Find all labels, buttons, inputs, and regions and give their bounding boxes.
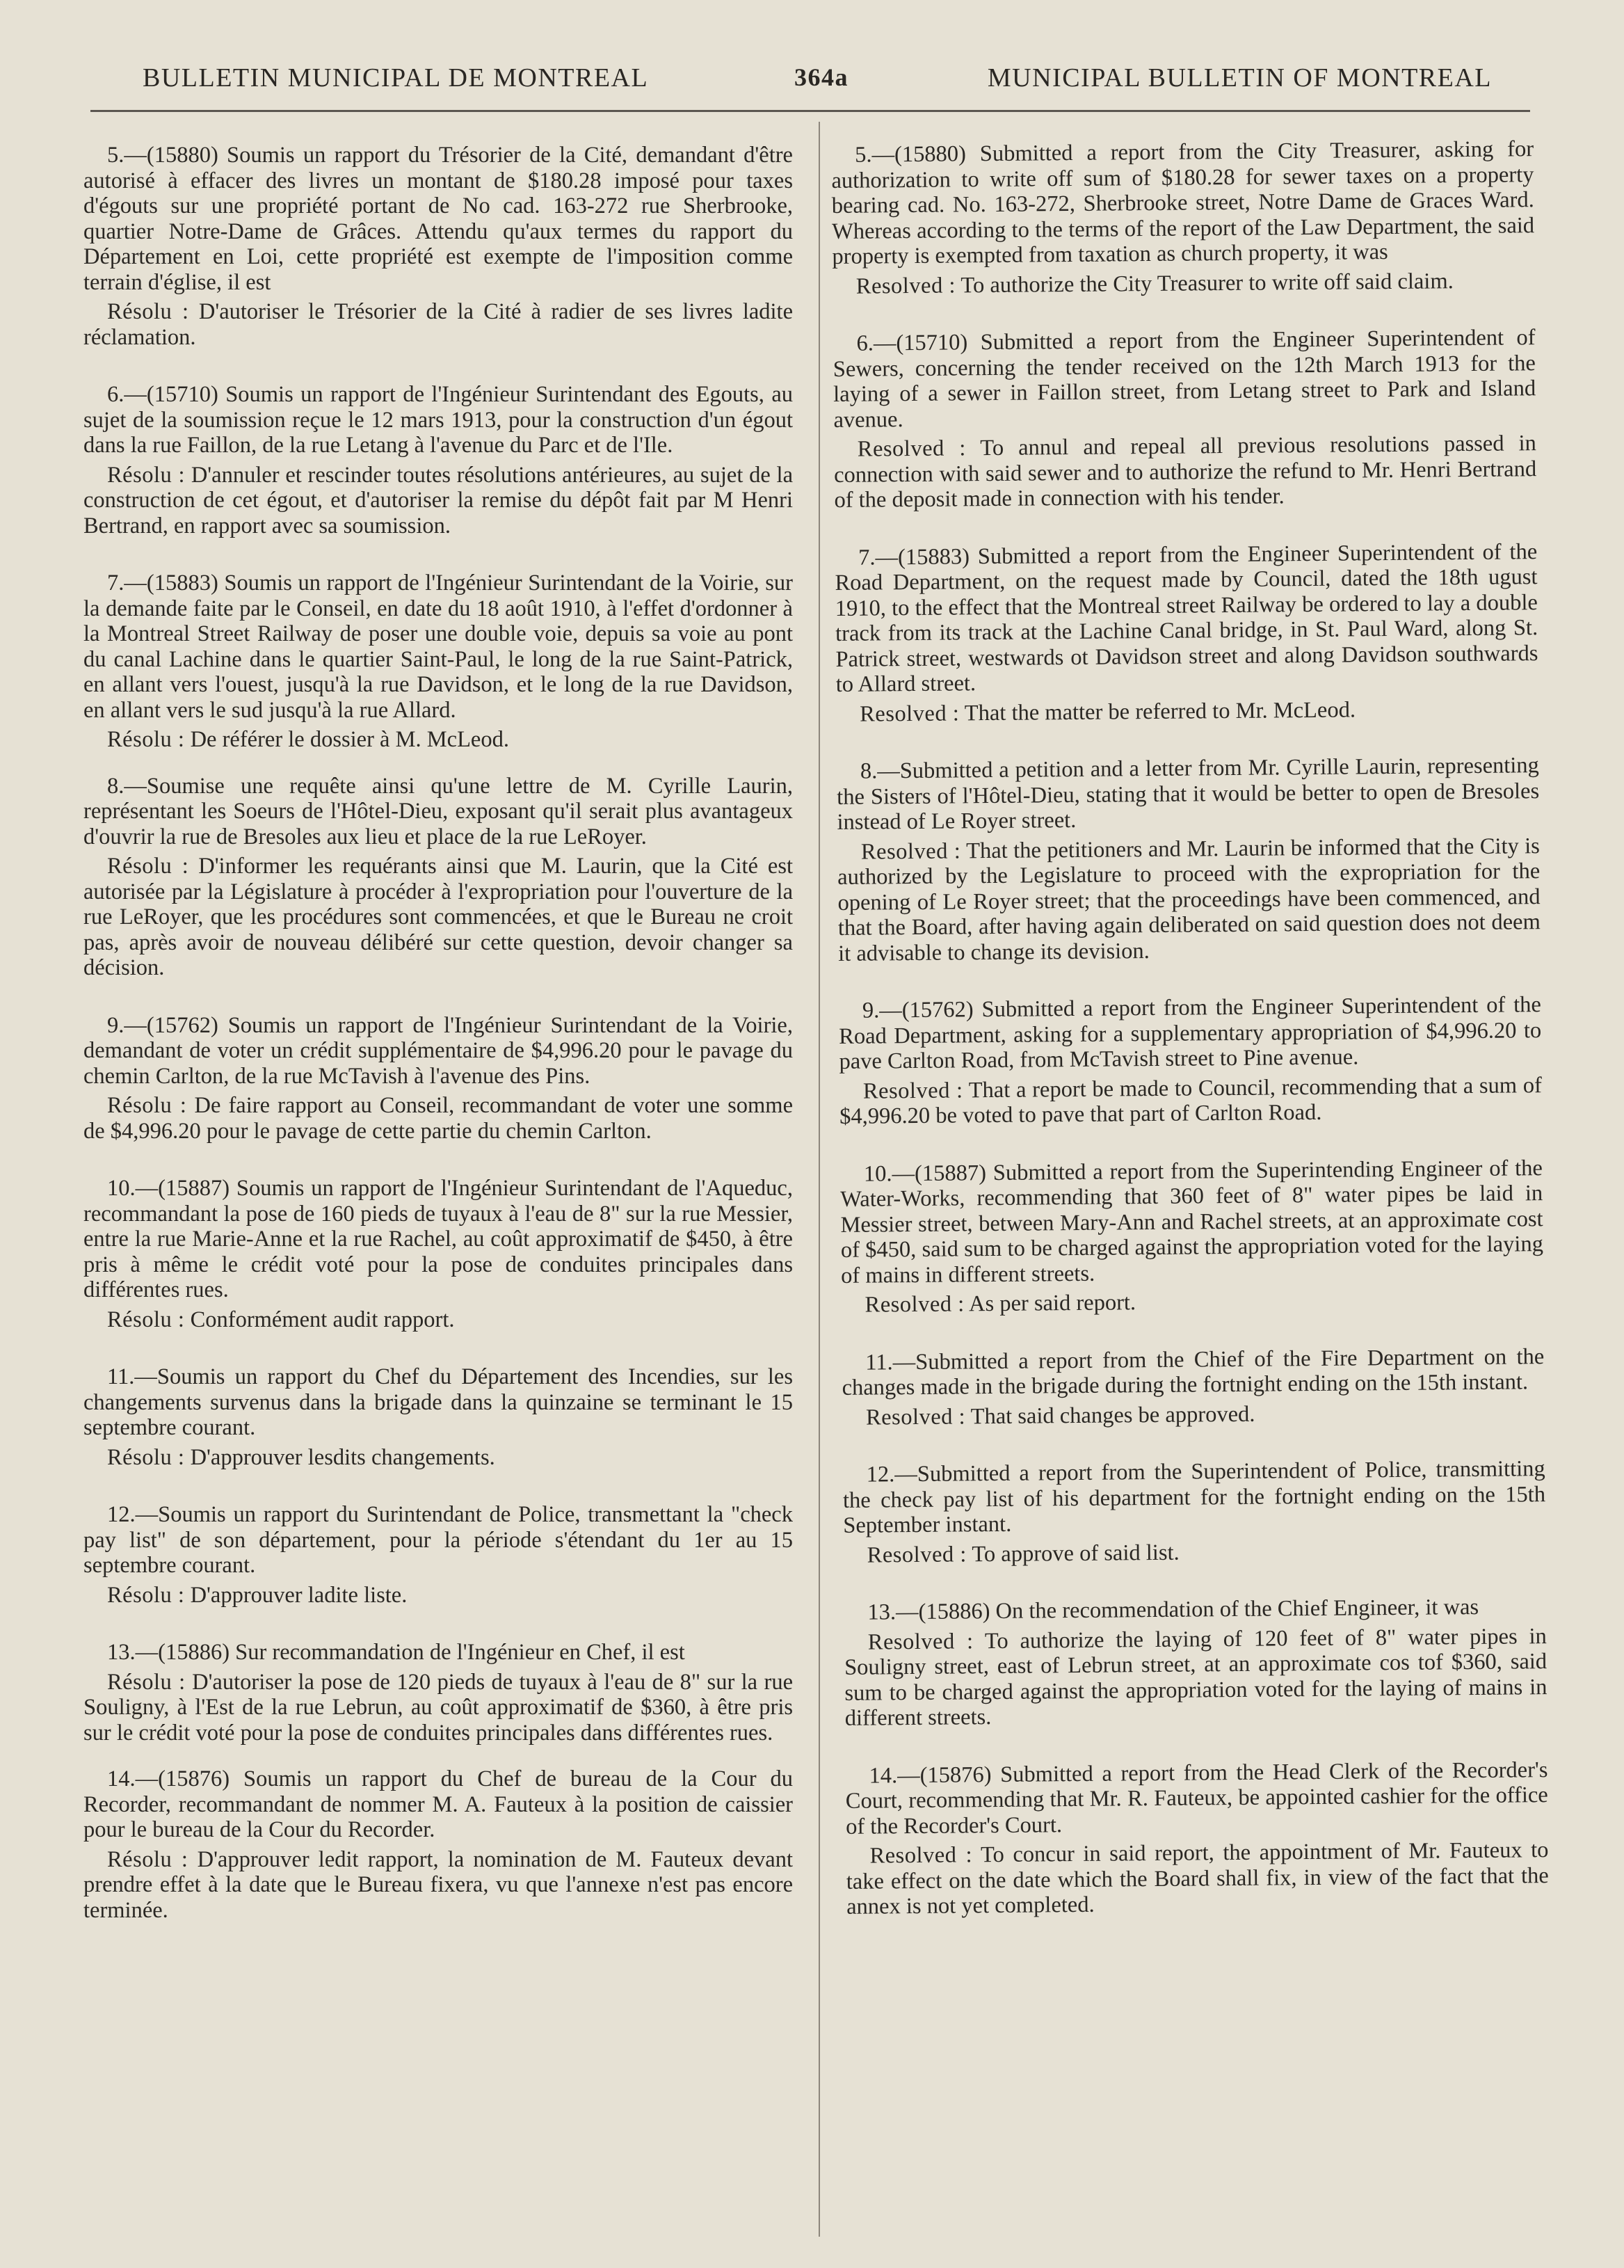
item-text: 12.—Soumis un rapport du Surintendant de Police, transmettant la "check pay list" de son département, pour la période s'étendant du 1er au 15 septembre courant. — [83, 1502, 793, 1578]
minute-item — [833, 325, 1536, 513]
minute-item — [83, 1013, 793, 1144]
resolution-label: Resolved : — [855, 272, 956, 299]
resolution — [83, 1445, 793, 1471]
resolution-text: That the petitioners and Mr. Laurin be informed that the City is authorized by the Legislature to proceed with the expropriation for the opening of Le Royer street; that the proceedings have been commenced, and that the Board, after having again deliberated on said question does not deem it advisable to change its devision. — [837, 833, 1541, 966]
resolution-label: Resolved : — [865, 1403, 966, 1430]
resolution-text: D'approuver ledit rapport, la nomination de M. Fauteux devant prendre effet à la date que le Bureau fixera, vu que l'annexe n'est pas encore terminée. — [83, 1846, 794, 1923]
resolution-text: D'informer les requérants ainsi que M. Laurin, que la Cité est autorisée par la Législature à procéder à l'expropriation pour l'ouverture de la rue LeRoyer, que les procédures sont commencées, et que le Bureau ne croit pas, après avoir de nouveau délibéré sur cette question, devoir changer sa décision. — [83, 854, 793, 980]
item-text: 5.—(15880) Soumis un rapport du Trésorier de la Cité, demandant d'être autorisé à effacer des livres un montant de $180.28 imposé pour taxes d'égouts sur une propriété portant de No cad. 163-272 rue Sherbrooke, quartier Notre-Dame de Grâces. Attendu qu'aux termes du rapport du Département en Loi, cette propriété est exempte de l'imposition comme terrain d'église, il est — [83, 143, 793, 295]
resolution-label: Résolu : — [107, 1307, 185, 1332]
header-title-english: MUNICIPAL BULLETIN OF MONTREAL — [987, 63, 1492, 93]
resolution-label: Resolved : — [865, 1291, 965, 1318]
resolution-label: Resolved : — [857, 436, 967, 462]
english-column — [831, 136, 1550, 1951]
item-text: 5.—(15880) Submitted a report from the City Treasurer, asking for authorization to write off sum of $180.28 for sewer taxes on a property bearing cad. No. 163-272, Sherbrooke street, Notre Dame de Graces Ward. Whereas according to the terms of the report of the Law Department, the said property is exempted from taxation as church property, it was — [831, 136, 1535, 269]
item-text: 6.—(15710) Soumis un rapport de l'Ingénieur Surintendant des Egouts, au sujet de la soumission reçue le 12 mars 1913, pour la construction d'un égout dans la rue Faillon, de la rue Letang à l'avenue du Parc et de l'Ile. — [83, 382, 793, 458]
resolution — [836, 696, 1538, 727]
minute-item — [843, 1456, 1546, 1568]
resolution-label: Résolu : — [107, 1093, 187, 1118]
minute-item — [842, 1344, 1545, 1430]
minute-item — [83, 1502, 793, 1608]
resolution — [83, 1093, 793, 1144]
resolution-text: That the matter be referred to Mr. McLeod. — [964, 696, 1356, 726]
resolution — [83, 1307, 793, 1333]
resolution-label: Resolved : — [860, 838, 961, 865]
minute-item — [840, 1156, 1544, 1318]
item-text: 11.—Soumis un rapport du Chef du Département des Incendies, sur les changements survenus dans la brigade dans la quinzaine se terminant le 15 septembre courant. — [83, 1364, 793, 1440]
minute-item — [835, 539, 1538, 727]
minute-item — [845, 1757, 1549, 1920]
resolution — [83, 1847, 793, 1924]
item-text: 6.—(15710) Submitted a report from the Engineer Superintendent of Sewers, concerning the tender received on the 12th March 1913 for the laying of a sewer in Faillon street, from Letang street to Park and Island avenue. — [833, 325, 1536, 433]
resolution — [83, 1583, 793, 1608]
resolution-text: To authorize the City Treasurer to write off said claim. — [960, 268, 1454, 298]
resolution-text: That said changes be approved. — [970, 1401, 1255, 1429]
item-text: 14.—(15876) Soumis un rapport du Chef de bureau de la Cour du Recorder, recommandant de nommer M. A. Fauteux à la position de caissier pour le bureau de la Cour du Recorder. — [83, 1766, 793, 1842]
item-text: 7.—(15883) Submitted a report from the Engineer Superintendent of the Road Department, on the request made by Council, dated the 18th ugust 1910, to the effect that the Montreal street Railway be ordered to lay a double track from its track at the Lachine Canal bridge, in St. Paul Ward, along St. Patrick street, westwards ot Davidson street and along Davidson southwards to Allard street. — [835, 538, 1538, 697]
resolution-label: Résolu : — [107, 854, 189, 879]
resolution-label: Résolu : — [107, 1444, 185, 1470]
resolution-text: Conformément audit rapport. — [190, 1307, 455, 1332]
resolution — [844, 1624, 1547, 1732]
resolution-label: Resolved : — [867, 1628, 974, 1655]
minute-item — [839, 992, 1543, 1129]
item-text: 14.—(15876) Submitted a report from the Head Clerk of the Recorder's Court, recommending that Mr. R. Fauteux, be appointed cashier for the office of the Recorder's Court. — [845, 1757, 1548, 1839]
resolution — [846, 1837, 1549, 1919]
header-rule — [90, 110, 1530, 112]
resolution-label: Résolu : — [107, 1846, 188, 1872]
resolution-text: That a report be made to Council, recommending that a sum of $4,996.20 be voted to pave that part of Carlton Road. — [839, 1072, 1543, 1129]
minute-item — [831, 136, 1535, 299]
resolution-label: Resolved : — [867, 1541, 967, 1568]
page-number: 364a — [794, 63, 849, 91]
running-head — [90, 63, 1523, 104]
resolution — [83, 854, 793, 981]
resolution-label: Resolved : — [869, 1842, 973, 1869]
item-text: 8.—Submitted a petition and a letter from Mr. Cyrille Laurin, representing the Sisters of l'Hôtel-Dieu, stating that it would be better to open de Bresoles instead of Le Royer street. — [837, 753, 1540, 835]
resolution-label: Resolved : — [860, 700, 960, 727]
resolution-label: Résolu : — [107, 1669, 186, 1695]
minute-item — [83, 1766, 793, 1923]
minute-item — [83, 774, 793, 981]
resolution — [834, 431, 1537, 513]
minute-item — [83, 1640, 793, 1746]
resolution-label: Resolved : — [862, 1077, 963, 1104]
resolution-text: To annul and repeal all previous resolutions passed in connection with said sewer and to authorize the refund to Mr. Henri Bertrand of the deposit made in connection with his tender. — [834, 431, 1537, 513]
resolution-text: As per said report. — [968, 1290, 1136, 1317]
resolution — [844, 1537, 1546, 1568]
resolution-text: D'autoriser le Trésorier de la Cité à radier de ses livres ladite réclamation. — [83, 299, 794, 350]
resolution — [83, 299, 793, 350]
item-text: 8.—Soumise une requête ainsi qu'une lettre de M. Cyrille Laurin, représentant les Soeurs de l'Hôtel-Dieu, exposant qu'il serait plus avantageux d'ouvrir la rue de Bresoles aux lieu et place de la rue LeRoyer. — [83, 773, 793, 849]
minute-item — [837, 753, 1541, 966]
resolution-text: To approve of said list. — [972, 1540, 1180, 1567]
resolution — [83, 727, 793, 753]
resolution-text: To authorize the laying of 120 feet of 8" water pipes in Souligny street, east of Lebrun street, at an approximate cos tof $360, said sum to be charged against the appropriation voted for the laying of mains in different streets. — [844, 1623, 1547, 1731]
resolution — [839, 1073, 1543, 1130]
resolution-label: Résolu : — [107, 1582, 185, 1608]
minute-item — [83, 1176, 793, 1332]
resolution — [833, 268, 1535, 299]
item-text: 9.—(15762) Soumis un rapport de l'Ingénieur Surintendant de la Voirie, demandant de voter un crédit supplémentaire de $4,996.20 pour le pavage du chemin Carlton, de la rue McTavish à l'avenue des Pins. — [83, 1012, 793, 1089]
resolution-text: De faire rapport au Conseil, recommandant de voter une somme de $4,996.20 pour le pavage de cette partie du chemin Carlton. — [83, 1093, 794, 1144]
resolution-label: Résolu : — [107, 299, 189, 324]
resolution-label: Résolu : — [107, 727, 185, 752]
item-text: 12.—Submitted a report from the Superintendent of Police, transmitting the check pay list of his department for the fortnight ending on the 15th September instant. — [842, 1456, 1546, 1538]
resolution-text: D'annuler et rescinder toutes résolutions antérieures, au sujet de la construction de cet égout, et d'autoriser la remise du dépôt fait par M Henri Bertrand, en rapport avec sa soumission. — [83, 462, 793, 538]
resolution-text: D'approuver ladite liste. — [190, 1582, 408, 1608]
item-text: 10.—(15887) Submitted a report from the Superintending Engineer of the Water-Works, recommending that 360 feet of 8" water pipes be laid in Messier street, between Mary-Ann and Rachel streets, at an approximate cost of $450, said sum to be charged against the appropriation voted for the laying of mains in different streets. — [840, 1155, 1544, 1288]
item-text: 7.—(15883) Soumis un rapport de l'Ingénieur Surintendant de la Voirie, sur la demande faite par le Conseil, en date du 18 août 1910, à l'effet d'ordonner à la Montreal Street Railway de poser une double voie, depuis sa voie au pont du canal Lachine dans le quartier Saint-Paul, le long de la rue Saint-Patrick, en allant vers l'ouest, jusqu'à la rue Davidson, et le long de la rue Davidson, en allant vers le sud jusqu'à la rue Allard. — [83, 570, 793, 723]
resolution-text: To concur in said report, the appointment of Mr. Fauteux to take effect on the date which the Board shall fix, in view of the fact that the annex is not yet completed. — [846, 1837, 1549, 1919]
item-text: 13.—(15886) Sur recommandation de l'Ingénieur en Chef, il est — [107, 1640, 685, 1665]
resolution — [842, 1399, 1545, 1430]
resolution-text: D'autoriser la pose de 120 pieds de tuyaux à l'eau de 8" sur la rue Souligny, à l'Est de la rue Lebrun, au coût approximatif de $360, à être pris sur le crédit voté pour la pose de conduites principales dans différentes rues. — [83, 1669, 793, 1746]
minute-item — [83, 570, 793, 753]
resolution-text: D'approuver lesdits changements. — [190, 1444, 495, 1470]
resolution-label: Résolu : — [107, 462, 186, 488]
item-text: 9.—(15762) Submitted a report from the Engineer Superintendent of the Road Department, asking for a supplementary appropriation of $4,996.20 to pave Carlton Road, from McTavish street to Pine avenue. — [839, 992, 1542, 1074]
column-divider — [819, 122, 820, 2237]
item-text: 10.—(15887) Soumis un rapport de l'Ingénieur Surintendant de l'Aqueduc, recommandant la pose de 160 pieds de tuyaux à l'eau de 8" sur la rue Messier, entre la rue Marie-Anne et la rue Rachel, au coût approximatif de $450, à être pris à même le crédit voté pour la pose de conduites principales dans différentes rues. — [83, 1176, 793, 1302]
item-text: 13.—(15886) On the recommendation of the Chief Engineer, it was — [867, 1594, 1479, 1625]
minute-item — [83, 1364, 793, 1470]
resolution-text: De référer le dossier à M. McLeod. — [190, 727, 509, 752]
resolution — [841, 1286, 1543, 1318]
resolution — [83, 1670, 793, 1746]
item-text: 11.—Submitted a report from the Chief of the Fire Department on the changes made in the brigade during the fortnight ending on the 15th instant. — [842, 1343, 1545, 1400]
french-column — [83, 143, 793, 1955]
minute-item — [844, 1594, 1547, 1731]
header-title-french: BULLETIN MUNICIPAL DE MONTREAL — [143, 63, 649, 93]
resolution — [83, 463, 793, 539]
resolution — [837, 833, 1541, 966]
minute-item — [83, 382, 793, 538]
minute-item — [83, 143, 793, 350]
